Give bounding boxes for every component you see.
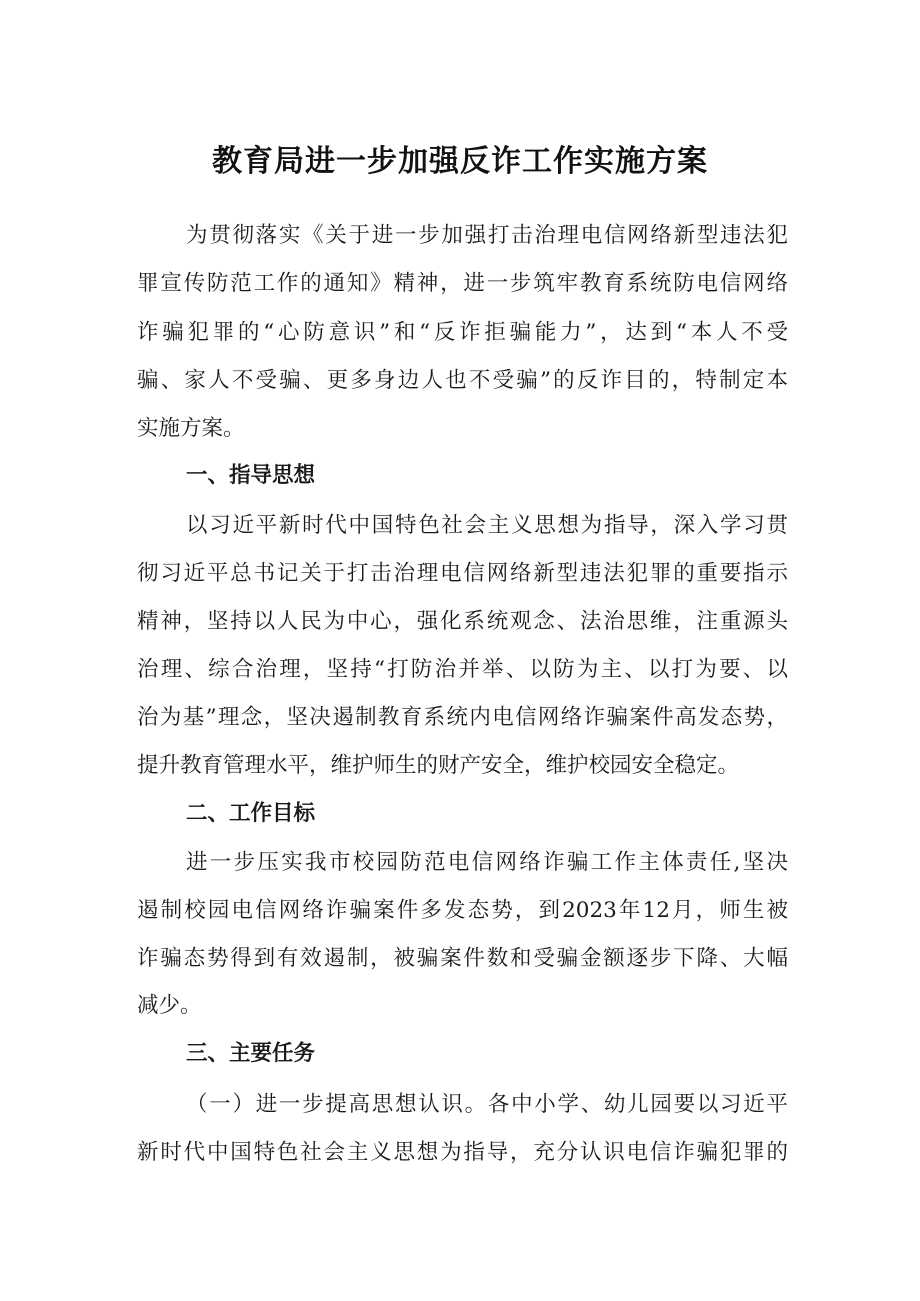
section3-line-2: 新时代中国特色社会主义思想为指导，充分认识电信诈骗犯罪的	[137, 1140, 788, 1165]
section-heading-guiding-ideology: 一、指导思想	[186, 463, 316, 488]
section3-line-1: （一）进一步提高思想认识。各中小学、幼儿园要以习近平	[186, 1092, 788, 1117]
section2-line-4: 减少。	[137, 993, 202, 1018]
section1-line-3: 精神，坚持以人民为中心，强化系统观念、法治思维，注重源头	[137, 609, 788, 634]
document-title: 教育局进一步加强反诈工作实施方案	[212, 144, 708, 179]
section1-line-1: 以习近平新时代中国特色社会主义思想为指导，深入学习贯	[186, 513, 788, 538]
intro-line-5: 实施方案。	[137, 416, 245, 441]
section2-line-1: 进一步压实我市校园防范电信网络诈骗工作主体责任,坚决	[186, 850, 788, 875]
section1-line-6: 提升教育管理水平，维护师生的财产安全，维护校园安全稳定。	[137, 753, 740, 778]
section1-line-4: 治理、综合治理，坚持“打防治并举、以防为主、以打为要、以	[137, 657, 788, 682]
section-heading-work-goals: 二、工作目标	[186, 801, 316, 826]
section1-line-2: 彻习近平总书记关于打击治理电信网络新型违法犯罪的重要指示	[137, 561, 788, 586]
section1-line-5: 治为基”理念，坚决遏制教育系统内电信网络诈骗案件高发态势，	[137, 705, 788, 730]
intro-line-3: 诈骗犯罪的“心防意识”和“反诈拒骗能力”，达到“本人不受	[137, 320, 788, 345]
section2-line-2: 遏制校园电信网络诈骗案件多发态势，到2023年12月，师生被	[137, 898, 788, 923]
intro-line-2: 罪宣传防范工作的通知》精神，进一步筑牢教育系统防电信网络	[137, 271, 788, 296]
section-heading-main-tasks: 三、主要任务	[186, 1041, 316, 1066]
section2-line-3: 诈骗态势得到有效遏制，被骗案件数和受骗金额逐步下降、大幅	[137, 946, 788, 971]
intro-line-4: 骗、家人不受骗、更多身边人也不受骗”的反诈目的，特制定本	[137, 368, 788, 393]
intro-line-1: 为贯彻落实《关于进一步加强打击治理电信网络新型违法犯	[186, 223, 788, 248]
